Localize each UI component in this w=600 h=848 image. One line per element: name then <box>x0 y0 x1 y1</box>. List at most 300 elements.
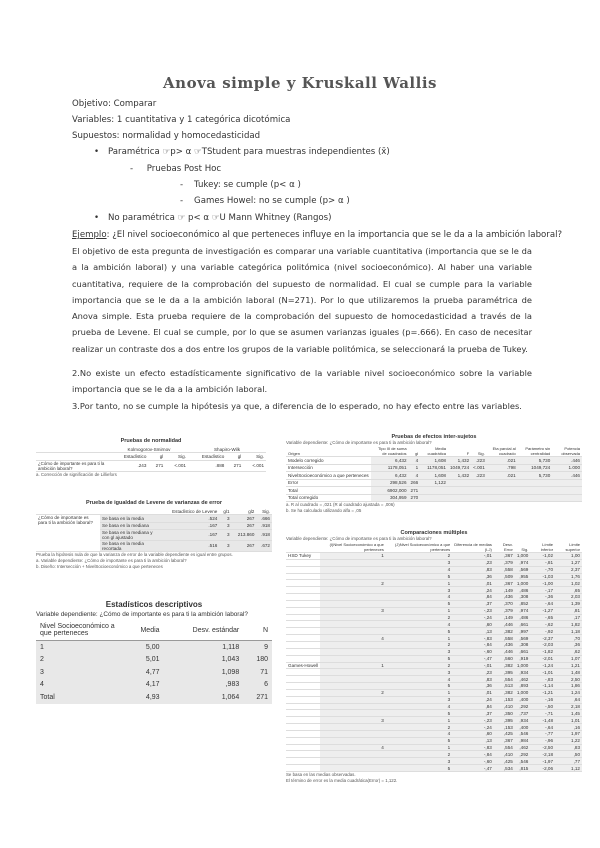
cell <box>320 628 386 635</box>
cell: 3 <box>386 587 452 594</box>
cell: 213.860 <box>232 529 257 540</box>
cell: 3 <box>320 607 386 614</box>
cell <box>286 724 320 731</box>
col-header: Sig. <box>165 453 188 460</box>
cell <box>286 621 320 628</box>
cell <box>552 487 582 495</box>
cell <box>448 479 471 487</box>
col-header: Límite inferior <box>530 542 555 553</box>
cell: Total <box>286 487 371 495</box>
col-header: Origen <box>286 446 371 457</box>
cell: ,554 <box>494 676 515 683</box>
table-row <box>286 751 582 758</box>
cell: ,462 <box>515 676 531 683</box>
cell: -,84 <box>452 641 494 648</box>
nonparametric-bullet: • No paramétrica ☞ p< α ☞U Mann Whitney (Rangos) <box>108 210 332 226</box>
cell: 1,608 <box>420 457 448 465</box>
cell: 1,043 <box>221 656 240 664</box>
cell <box>286 710 320 717</box>
cell: Se basa en la mediana y con gl ajustado <box>100 529 160 540</box>
cell: 1,01 <box>555 717 582 724</box>
cell: -,83 <box>452 744 494 751</box>
cell: ,16 <box>555 724 582 731</box>
cell: 298,526 <box>371 479 409 487</box>
cell: ,436 <box>494 594 515 601</box>
col-header: Sig. <box>471 446 487 457</box>
table-row <box>286 472 582 480</box>
cell: 1 <box>386 607 452 614</box>
multiple-footnote: El término de error es la media cuadrática(Error) = 1,122. <box>286 778 398 783</box>
cell: 4,93 <box>145 693 160 701</box>
cell <box>552 494 582 502</box>
cell <box>320 730 386 737</box>
cell: -1,48 <box>530 717 555 724</box>
cell: -1,82 <box>530 648 555 655</box>
cell: 1 <box>40 643 44 651</box>
table-row <box>286 730 582 737</box>
cell: 3 <box>386 559 452 566</box>
col-header: (I)Nivel Socioeconómico a que perteneces <box>320 542 386 553</box>
tukey-label: Tukey: se cumple (p< α ) <box>194 180 301 190</box>
cell: 1049,724 <box>449 465 470 471</box>
cell: ,149 <box>494 614 515 621</box>
cell: ,983 <box>225 681 240 689</box>
example-label: Ejemplo <box>72 230 107 240</box>
normality-caption: Pruebas de normalidad <box>120 438 182 444</box>
table-row <box>286 580 582 587</box>
table-row <box>286 573 582 580</box>
cell: 1,000 <box>516 662 529 668</box>
cell: ,50 <box>555 751 582 758</box>
col-header <box>286 542 320 553</box>
table-row <box>286 703 582 710</box>
cell: ,83 <box>452 676 494 683</box>
cell: -,36 <box>530 594 555 601</box>
games-label: Games Howel: no se cumple (p> α ) <box>194 196 350 206</box>
cell <box>286 607 320 614</box>
table-row <box>286 724 582 731</box>
cell: 1,82 <box>555 621 582 628</box>
cell: 3 <box>219 529 231 540</box>
cell: ,446 <box>494 648 515 655</box>
cell: .446 <box>552 472 582 480</box>
sw-header: Shapiro-Wilk <box>188 446 266 453</box>
cell: -,62 <box>530 621 555 628</box>
table-row <box>286 566 582 573</box>
tukey-line <box>180 177 301 193</box>
cell: 6,432 <box>371 457 409 465</box>
cell: -,64 <box>530 724 555 731</box>
cell: ,62 <box>555 648 582 655</box>
multiple-table <box>286 530 582 784</box>
cell: 4 <box>409 472 421 480</box>
cell: ,367 <box>494 553 515 560</box>
cell: ,462 <box>515 744 531 751</box>
example-question: : ¿El nivel socioeconómico al que perteneces influye en la importancia que se le da a la ambición laboral? <box>106 230 563 240</box>
cell: -2,01 <box>530 655 555 662</box>
cell: Total <box>40 693 55 701</box>
cell: .516 <box>160 540 219 551</box>
cell <box>286 683 320 690</box>
cell: 304,959 <box>371 494 409 502</box>
cell: 271 <box>410 487 419 493</box>
cell: ,400 <box>515 696 531 703</box>
cell: Games-Howell <box>288 662 319 668</box>
table-row <box>286 641 582 648</box>
cell: -,23 <box>452 717 494 724</box>
cell: ,815 <box>515 765 531 772</box>
cell: -,47 <box>452 655 494 662</box>
col-header: Tipo III de suma de cuadrados <box>371 446 409 457</box>
cell: .167 <box>160 529 219 540</box>
cell: 271 <box>226 460 243 471</box>
cell: ,893 <box>515 683 531 690</box>
cell <box>487 494 518 502</box>
cell: ,513 <box>494 683 515 690</box>
descriptives-caption: Estadísticos descriptivos <box>105 600 203 609</box>
cell <box>320 676 386 683</box>
cell: 1,098 <box>221 668 240 676</box>
cell: ,13 <box>452 628 494 635</box>
cell: Se basa en la mediana <box>100 522 160 529</box>
cell: .888 <box>188 460 226 471</box>
table-row <box>286 621 582 628</box>
cell <box>286 587 320 594</box>
cell: 1,608 <box>420 472 448 480</box>
cell: 267 <box>232 522 257 529</box>
cell: 2 <box>40 656 44 664</box>
cell <box>552 479 582 487</box>
cell: .666 <box>256 515 272 522</box>
cell: 5,01 <box>145 656 160 664</box>
table-row <box>286 676 582 683</box>
cell: -,60 <box>452 758 494 765</box>
cell: ,308 <box>515 641 531 648</box>
cell <box>320 669 386 676</box>
cell: -,23 <box>452 607 494 614</box>
cell: ,149 <box>494 587 515 594</box>
cell: 5,730 <box>518 472 553 480</box>
cell: 1,97 <box>555 730 582 737</box>
example-line <box>72 227 562 243</box>
cell <box>286 573 320 580</box>
table-row <box>286 464 582 472</box>
cell: -,83 <box>530 676 555 683</box>
cell: -2,03 <box>530 641 555 648</box>
cell: 266 <box>410 480 419 486</box>
cell: 1,22 <box>555 737 582 744</box>
col-header: Diferencia de medias (I-J) <box>452 542 494 553</box>
cell: 1,39 <box>555 600 582 607</box>
cell: -2,37 <box>530 635 555 642</box>
cell: 5,730 <box>518 457 553 465</box>
cell: 270 <box>410 495 419 501</box>
table-row <box>286 710 582 717</box>
cell: 4 <box>320 744 386 751</box>
levene-table <box>36 500 272 570</box>
cell: -,16 <box>530 696 555 703</box>
cell: 4 <box>386 703 452 710</box>
cell: 1 <box>386 689 452 696</box>
between-footnote: b. Se ha calculado utilizando alfa = ,05 <box>286 508 362 513</box>
table-row <box>286 487 582 495</box>
cell: ,425 <box>494 758 515 765</box>
cell: ,23 <box>452 559 494 566</box>
cell: ,395 <box>494 669 515 676</box>
cell: -,71 <box>530 710 555 717</box>
cell: 2,37 <box>555 566 582 573</box>
cell: 2 <box>386 662 452 669</box>
cell: 4 <box>386 594 452 601</box>
cell <box>487 479 518 487</box>
cell: 2 <box>386 641 452 648</box>
cell: 1,000 <box>516 553 529 559</box>
cell: ,24 <box>452 696 494 703</box>
cell <box>471 487 487 495</box>
cell <box>286 703 320 710</box>
cell <box>320 600 386 607</box>
cell: ,37 <box>452 600 494 607</box>
cell: .672 <box>256 540 272 551</box>
cell: .798 <box>487 464 518 472</box>
cell: ,379 <box>494 607 515 614</box>
cell <box>487 487 518 495</box>
col-header: Media cuadrática <box>420 446 448 457</box>
cell: ,974 <box>515 607 531 614</box>
cell: ,661 <box>515 648 531 655</box>
cell: 5 <box>386 573 452 580</box>
cell: ,546 <box>515 730 531 737</box>
cell <box>286 689 320 696</box>
cell <box>286 648 320 655</box>
cell <box>286 758 320 765</box>
table-row <box>286 683 582 690</box>
cell: -,01 <box>452 662 494 669</box>
col-header: Eta parcial al cuadrado <box>487 446 518 457</box>
cell: 1 <box>320 662 386 669</box>
cell: ,350 <box>494 710 515 717</box>
cell <box>286 614 320 621</box>
cell: 2 <box>320 580 386 587</box>
cell: 1,07 <box>555 655 582 662</box>
col-header: Parámetro sin centralidad <box>518 446 553 457</box>
cell: 4,17 <box>145 681 160 689</box>
cell <box>320 559 386 566</box>
cell: 1,432 <box>448 457 471 465</box>
cell: -1,27 <box>530 607 555 614</box>
cell: ,558 <box>494 566 515 573</box>
cell: ,153 <box>494 724 515 731</box>
cell: 1,27 <box>555 559 582 566</box>
cell: 71 <box>260 668 268 676</box>
col-header: Estadístico <box>188 453 226 460</box>
cell <box>420 487 448 495</box>
cell <box>320 696 386 703</box>
between-depvar: Variable dependiente: ¿Cómo de importante es para ti la ambición laboral? <box>286 440 432 445</box>
cell: 1 <box>320 553 386 560</box>
cell: 1,21 <box>555 662 582 669</box>
cell: ,425 <box>494 730 515 737</box>
table-row <box>286 479 582 487</box>
cell: ,955 <box>515 573 531 580</box>
levene-footnote: Prueba la hipótesis nula de que la varianza de error de la variable dependiente es igual entre grupos. <box>36 551 233 557</box>
cell: ,308 <box>515 594 531 601</box>
cell <box>320 621 386 628</box>
cell: .223 <box>471 472 487 480</box>
cell: ,36 <box>555 641 582 648</box>
cell: ,367 <box>494 737 515 744</box>
cell: ,292 <box>515 703 531 710</box>
normality-footnote: a. Corrección de significación de Lilliefors <box>36 471 117 477</box>
table-row <box>286 662 582 669</box>
cell <box>320 594 386 601</box>
cell: ,382 <box>494 662 515 669</box>
table-row <box>286 744 582 751</box>
cell: 5 <box>386 765 452 772</box>
cell: 6902,000 <box>371 487 409 495</box>
cell: Se basa en la media recortada <box>100 540 160 551</box>
games-line <box>180 193 350 209</box>
cell: ,84 <box>452 703 494 710</box>
table-row <box>286 696 582 703</box>
cell: ,01 <box>452 580 494 587</box>
cell: 1,86 <box>555 683 582 690</box>
normality-table <box>36 438 266 478</box>
cell: 3 <box>320 717 386 724</box>
cell: ,379 <box>494 559 515 566</box>
table-row <box>286 559 582 566</box>
cell: 1,76 <box>555 573 582 580</box>
paragraph-3: 3.Por tanto, no se cumple la hipótesis ya que, a diferencia de lo esperado, no hay efecto entre las variables. <box>72 401 522 411</box>
cell: 1,18 <box>555 628 582 635</box>
cell: 5 <box>386 683 452 690</box>
table-row <box>286 737 582 744</box>
col-header: (J)Nivel Socioeconómico a que perteneces <box>386 542 452 553</box>
cell: ,60 <box>452 730 494 737</box>
cell <box>286 669 320 676</box>
cell: 271 <box>148 460 165 471</box>
cell <box>286 628 320 635</box>
cell: 1,064 <box>221 693 240 701</box>
cell: ,436 <box>494 641 515 648</box>
cell: .167 <box>160 522 219 529</box>
col-header: F <box>448 446 471 457</box>
cell: .223 <box>471 457 487 465</box>
dash-icon: - <box>180 196 195 206</box>
cell: -1,03 <box>530 573 555 580</box>
table-row <box>286 717 582 724</box>
between-table <box>286 434 582 514</box>
cell <box>320 587 386 594</box>
assumptions-line: Supuestos: normalidad y homocedasticidad <box>72 131 261 141</box>
cell: 1049,724 <box>518 464 553 472</box>
cell: 1,02 <box>555 580 582 587</box>
cell: -,60 <box>452 648 494 655</box>
cell: Total corregido <box>286 494 371 502</box>
cell: .524 <box>160 515 219 522</box>
cell <box>320 758 386 765</box>
cell <box>286 594 320 601</box>
col-header: Potencia observada <box>552 446 582 457</box>
col-header: Media <box>140 626 160 634</box>
cell: <.001 <box>243 460 266 471</box>
cell: ,382 <box>494 689 515 696</box>
cell: -,84 <box>452 751 494 758</box>
cell: -1,14 <box>530 683 555 690</box>
cell: ,852 <box>515 600 531 607</box>
cell: 1 <box>386 717 452 724</box>
cell: ,24 <box>452 587 494 594</box>
cell: ,934 <box>515 717 531 724</box>
cell: 1,45 <box>555 710 582 717</box>
col-header: gl <box>409 446 421 457</box>
table-row <box>286 689 582 696</box>
cell <box>320 566 386 573</box>
cell: 1,12 <box>555 765 582 772</box>
table-row <box>286 607 582 614</box>
cell: 180 <box>256 656 268 664</box>
between-footnote: a. R al cuadrado = ,021 (R al cuadrado ajustada = ,006) <box>286 502 395 507</box>
cell: 3 <box>219 522 231 529</box>
table-row <box>286 614 582 621</box>
cell <box>320 703 386 710</box>
cell <box>320 641 386 648</box>
cell <box>448 487 471 495</box>
cell: ,984 <box>515 737 531 744</box>
cell: -1,24 <box>530 662 555 669</box>
cell: ,395 <box>494 717 515 724</box>
posthoc-line <box>130 161 221 177</box>
cell: 1,000 <box>516 690 529 696</box>
cell: 1.000 <box>552 464 582 472</box>
cell <box>320 765 386 772</box>
cell: ,558 <box>494 635 515 642</box>
cell: 1,432 <box>448 472 471 480</box>
table-row <box>286 765 582 772</box>
cell: -1,97 <box>530 758 555 765</box>
between-caption: Pruebas de efectos inter-sujetos <box>391 434 477 440</box>
col-header: Estadístico <box>110 453 148 460</box>
cell: ,509 <box>494 573 515 580</box>
col-header: Desv. Error <box>494 542 515 553</box>
cell <box>286 751 320 758</box>
cell: Intersección <box>286 464 371 472</box>
cell <box>518 487 553 495</box>
cell: ,382 <box>494 628 515 635</box>
cell: 5,00 <box>145 643 160 651</box>
dash-icon: - <box>130 164 147 174</box>
cell: ,64 <box>555 696 582 703</box>
cell <box>320 737 386 744</box>
cell: ,737 <box>515 710 531 717</box>
cell: .021 <box>487 472 518 480</box>
cell <box>518 479 553 487</box>
cell <box>286 717 320 724</box>
cell: -,24 <box>452 614 494 621</box>
cell: 6 <box>264 681 268 689</box>
cell: 3 <box>386 696 452 703</box>
cell: ,367 <box>494 580 515 587</box>
cell: 1,00 <box>555 553 582 560</box>
cell <box>320 573 386 580</box>
cell: 1 <box>386 635 452 642</box>
cell: 2 <box>386 724 452 731</box>
cell: 2 <box>320 689 386 696</box>
col-header: Límite superior <box>555 542 582 553</box>
cell: 3 <box>219 540 231 551</box>
cell: Modelo corregido <box>286 457 371 465</box>
cell: ,84 <box>452 594 494 601</box>
